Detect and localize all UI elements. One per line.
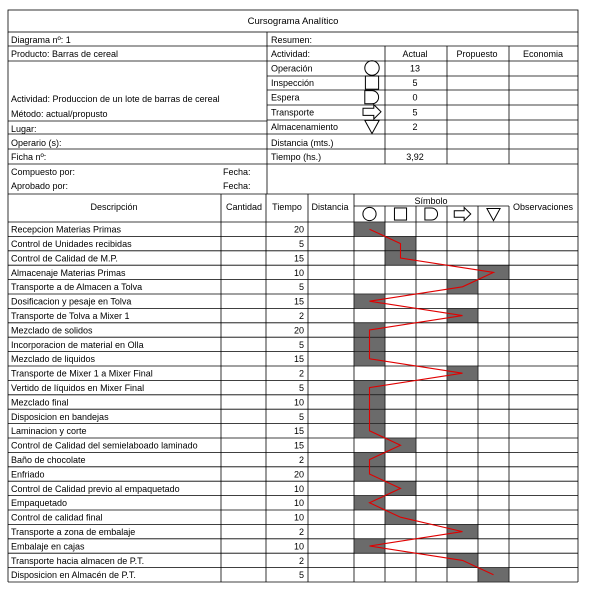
header-block [8,32,578,194]
step-description: Mezclado de liquidos [11,354,96,365]
actividad-desc-label: Actividad: Produccion de un lote de barras de cereal [11,94,220,104]
triangle-icon [365,120,379,133]
step-description: Incorporacion de material en Olla [11,339,144,350]
step-description: Disposicion en Almacén de P.T. [11,570,136,581]
d-shape-icon [365,91,379,104]
step-tiempo: 10 [293,498,304,509]
tiempo-summary-value: 3,92 [406,152,424,162]
col-propuesto-header: Propuesto [456,49,498,59]
step-tiempo: 15 [293,296,304,307]
page-title: Cursograma Analítico [247,16,339,27]
step-description: Baño de chocolate [11,455,86,465]
summary-label: Espera [271,92,300,103]
step-description: Vertido de líquidos en Mixer Final [11,383,145,393]
triangle-icon [487,209,500,221]
square-icon [365,76,378,89]
step-description: Transporte a de Almacen a Tolva [11,282,143,293]
step-tiempo: 2 [298,555,304,566]
step-description: Laminacion y corte [11,426,87,437]
observaciones-header: Observaciones [512,202,574,212]
step-tiempo: 2 [298,368,304,379]
step-tiempo: 2 [298,455,304,465]
d-shape-icon [425,208,438,220]
step-description: Enfriado [11,469,45,480]
step-description: Control de Unidades recibidas [11,239,132,249]
step-tiempo: 15 [293,440,304,451]
summary-actual-value: 2 [412,121,418,132]
col-actual-header: Actual [402,49,428,59]
step-description: Control de Calidad de M.P. [11,253,118,264]
square-icon [394,208,406,220]
operario-label: Operario (s): [11,138,62,148]
step-tiempo: 5 [298,239,304,249]
step-tiempo: 10 [293,512,304,523]
step-description: Recepcion Materias Primas [11,224,122,235]
step-tiempo: 2 [298,311,304,321]
step-tiempo: 5 [298,383,304,393]
step-tiempo: 15 [293,426,304,437]
summary-label: Almacenamiento [271,121,339,132]
circle-icon [363,207,376,220]
resumen-label: Resumen: [271,35,313,45]
fecha-label-2: Fecha: [223,181,251,191]
step-description: Transporte de Mixer 1 a Mixer Final [11,368,153,379]
cantidad-header: Cantidad [225,202,263,212]
tiempo-summary-label: Tiempo (hs.) [271,152,322,162]
ficha-label: Ficha nº: [11,152,47,162]
summary-rows [271,61,420,134]
descripcion-header: Descripción [90,202,138,212]
tiempo-header: Tiempo [272,202,302,212]
step-description: Control de Calidad previo al empaquetado [11,483,180,494]
step-tiempo: 10 [293,483,304,494]
step-description: Control de calidad final [11,512,103,523]
table-rows [11,225,304,581]
step-tiempo: 5 [298,282,304,293]
compuesto-label: Compuesto por: [11,167,76,177]
summary-actual-value: 5 [412,107,418,118]
col-economia-header: Economia [522,49,564,59]
symbol-headers [363,207,500,220]
step-tiempo: 10 [293,267,304,278]
step-description: Mezclado final [11,397,69,408]
simbolo-header: Símbolo [414,196,448,206]
step-tiempo: 20 [293,469,304,480]
step-description: Embalaje en cajas [11,541,85,552]
distancia-header: Distancia [311,202,349,212]
step-tiempo: 2 [298,527,304,537]
summary-actual-value: 13 [409,63,421,74]
step-tiempo: 5 [298,339,304,350]
summary-actual-value: 0 [412,92,418,103]
step-description: Transporte de Tolva a Mixer 1 [11,311,130,321]
summary-label: Inspección [271,78,315,89]
fecha-label-1: Fecha: [223,167,251,177]
step-tiempo: 15 [293,253,304,264]
distancia-summary-label: Distancia (mts.) [271,138,334,148]
aprobado-label: Aprobado por: [11,181,69,191]
summary-label: Operación [271,63,313,74]
step-tiempo: 15 [293,354,304,365]
diagrama-label: Diagrama nº: 1 [11,35,71,45]
process-table [8,194,578,582]
step-tiempo: 5 [298,570,304,581]
step-description: Control de Calidad del semielaboado laminado [11,440,198,451]
step-tiempo: 10 [293,541,304,552]
summary-actual-value: 5 [412,78,418,89]
step-description: Dosificacion y pesaje en Tolva [11,296,132,307]
step-description: Mezclado de solidos [11,325,93,336]
step-description: Transporte a zona de embalaje [11,527,136,537]
lugar-label: Lugar: [11,124,37,134]
arrow-icon [454,207,471,220]
step-tiempo: 10 [293,397,304,408]
step-tiempo: 5 [298,411,304,422]
summary-label: Transporte [271,107,315,118]
step-tiempo: 20 [293,325,304,336]
arrow-icon [363,105,381,119]
step-tiempo: 20 [293,224,304,235]
step-description: Disposicion en bandejas [11,411,109,422]
title-block [8,10,578,32]
step-description: Transporte hacia almacen de P.T. [11,555,145,566]
step-description: Empaquetado [11,498,68,509]
producto-label: Producto: Barras de cereal [11,49,119,59]
circle-icon [365,61,379,75]
step-description: Almacenaje Materias Primas [11,267,126,278]
metodo-label: Método: actual/propusto [11,109,108,119]
actividad-label: Actividad: [271,49,311,59]
